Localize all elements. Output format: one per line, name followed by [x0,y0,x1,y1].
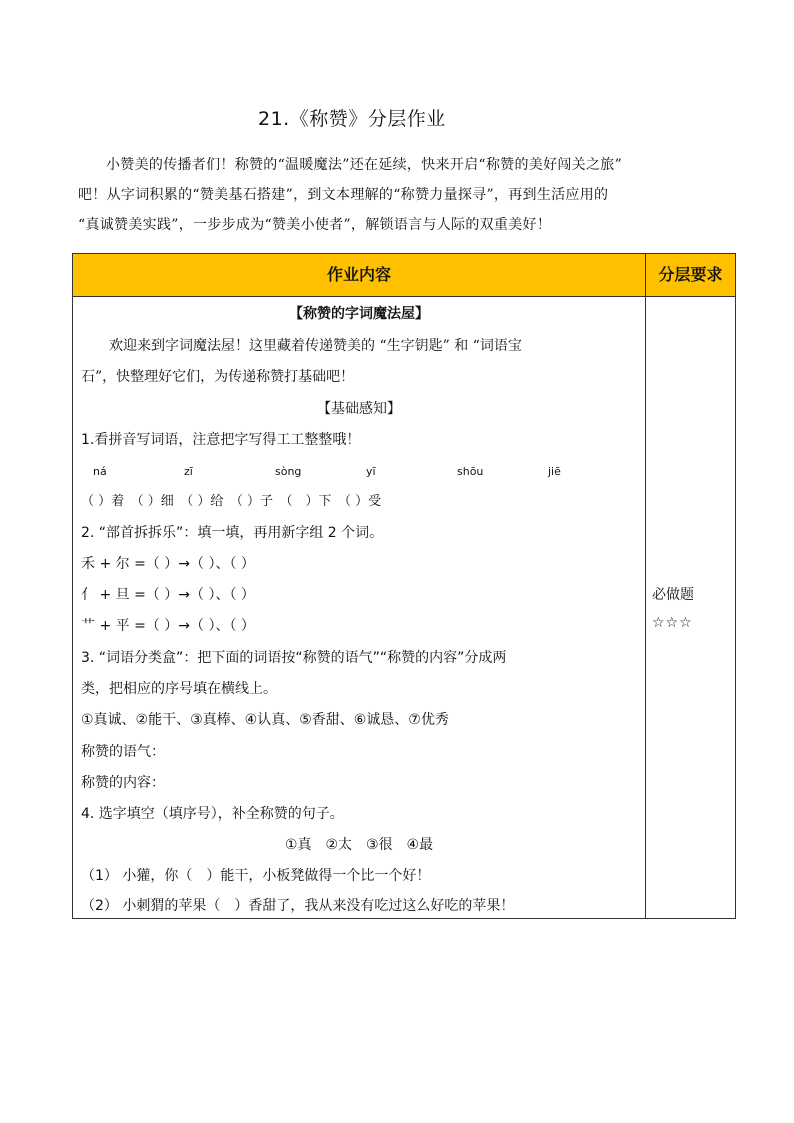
header-requirement: 分层要求 [658,265,723,284]
section-title: 【称赞的字词魔法屋】 [289,306,429,322]
radical-row: 亻 + 旦 =（ ）→（ ）、（ ） [81,587,255,603]
blank-tone: 称赞的语气： [81,744,165,760]
blank-content: 称赞的内容： [81,775,165,791]
answer-blanks: （ ）着 （ ）细 （ ）给 （ ）子 （ ）下 （ ）受 [81,494,382,509]
homework-table [72,253,736,919]
intro-line: 吧！从字词积累的“赞美基石搭建”，到文本理解的“称赞力量探寻”，再到生活应用的 [78,187,609,203]
section-intro-line: 欢迎来到字词魔法屋！这里藏着传递赞美的 “生字钥匙” 和 “词语宝 [109,338,522,354]
pinyin: shōu [457,465,484,478]
intro-paragraph [78,150,728,240]
pinyin: yī [366,465,376,478]
table-header [73,254,735,297]
section-intro-line: 石”，快整理好它们，为传递称赞打基础吧！ [81,369,355,385]
pinyin-row [93,463,639,479]
sentence-2: （2） 小刺猬的苹果（ ）香甜了，我从来没有吃过这么好吃的苹果！ [81,898,515,914]
sentence-1: （1） 小獾，你（ ）能干，小板凳做得一个比一个好！ [81,868,431,884]
char-options: ①真 ②太 ③很 ④最 [284,837,434,853]
question-3-cont: 类，把相应的序号填在横线上。 [81,681,277,697]
question-3: 3. “词语分类盒”：把下面的词语按“称赞的语气”“称赞的内容”分成两 [81,650,507,666]
question-2: 2. “部首拆拆乐”：填一填，再用新字组 2 个词。 [81,525,384,541]
pinyin: sòng [275,465,302,478]
star-rating: ☆☆☆ [652,615,693,631]
header-content: 作业内容 [73,254,646,296]
requirement-cell [646,297,735,918]
radical-row: 艹 + 平 =（ ）→（ ）、（ ） [81,618,255,634]
word-options: ①真诚、②能干、③真棒、④认真、⑤香甜、⑥诚恳、⑦优秀 [81,712,449,728]
question-1: 1.看拼音写词语，注意把字写得工工整整哦！ [81,432,361,448]
subsection-title: 【基础感知】 [317,401,401,417]
radical-row: 禾 + 尔 =（ ）→（ ）、（ ） [81,556,255,572]
pinyin: ná [93,465,107,478]
pinyin: jiē [548,465,561,478]
content-cell [73,297,646,918]
page-title: 21.《称赞》分层作业 [258,108,446,130]
pinyin: zī [184,465,193,478]
question-4: 4. 选字填空（填序号），补全称赞的句子。 [81,806,344,822]
intro-line: “真诚赞美实践”，一步步成为“赞美小使者”，解锁语言与人际的双重美好！ [78,217,552,233]
requirement-label: 必做题 [652,587,694,603]
intro-line: 小赞美的传播者们！称赞的“温暖魔法”还在延续，快来开启“称赞的美好闯关之旅” [106,157,623,173]
